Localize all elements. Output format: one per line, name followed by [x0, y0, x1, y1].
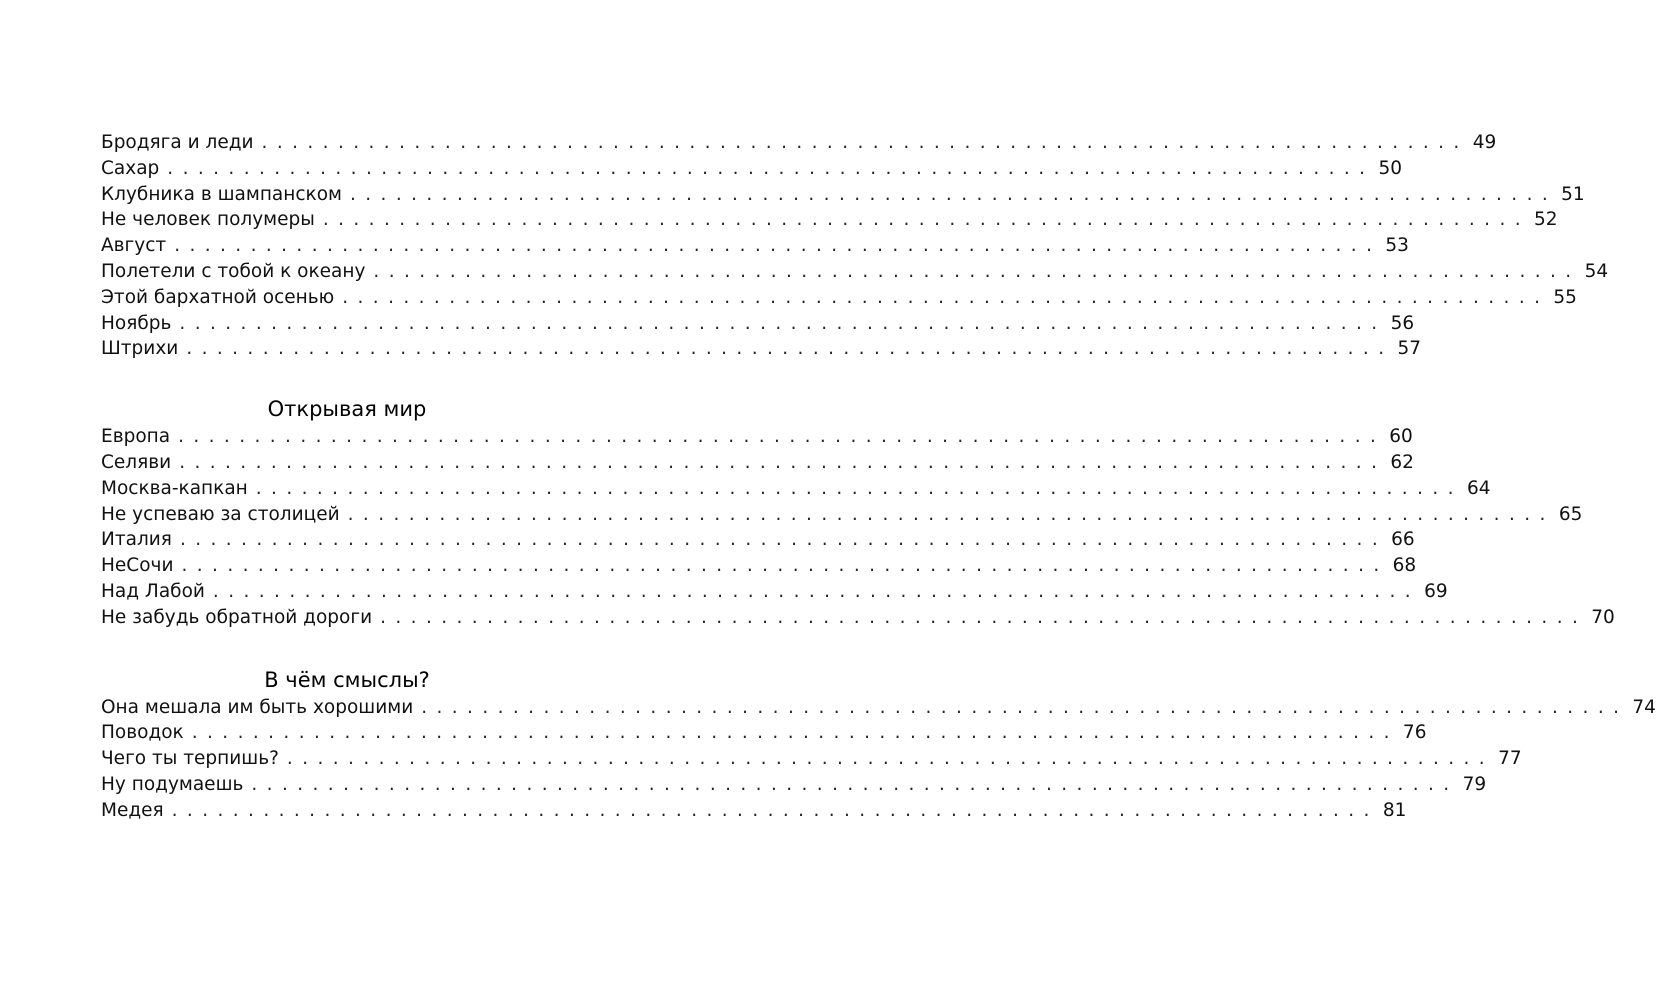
- page-number: 64: [1466, 477, 1491, 499]
- dot-leader: ...............................................................................: [286, 748, 1495, 770]
- entry-title: Август: [101, 235, 167, 257]
- entry-title: Штрихи: [101, 338, 179, 360]
- toc-entry: [101, 579, 1448, 605]
- page-number: 55: [1553, 286, 1577, 308]
- page-number: 49: [1472, 132, 1497, 153]
- dot-leader: ...............................................................................: [373, 260, 1581, 282]
- page-number: 51: [1561, 183, 1585, 205]
- dot-leader: ...............................................................................: [261, 132, 1469, 153]
- entry-title: Бродяга и леди: [101, 132, 254, 153]
- toc-entry: [101, 450, 1414, 476]
- page-number: 65: [1558, 503, 1583, 525]
- entry-title: Медея: [101, 799, 164, 821]
- dot-leader: ...............................................................................: [179, 451, 1387, 473]
- section-heading: Открывая мир: [267, 397, 427, 422]
- dot-leader: ...............................................................................: [251, 773, 1459, 795]
- page-number: 50: [1378, 157, 1403, 179]
- page-number: 57: [1397, 338, 1422, 360]
- entry-title: Ну подумаешь: [101, 773, 244, 795]
- toc-entry: [101, 130, 1497, 156]
- page-number: 76: [1402, 722, 1427, 744]
- toc-entry: [101, 720, 1427, 746]
- toc-section-2: [101, 394, 1615, 630]
- dot-leader: ...............................................................................: [181, 555, 1389, 577]
- toc-entry: [101, 311, 1415, 337]
- dot-leader: ...............................................................................: [186, 338, 1394, 360]
- entry-title: Над Лабой: [101, 580, 205, 602]
- entry-title: Не человек полумеры: [101, 209, 315, 231]
- toc-entry: [101, 207, 1558, 233]
- dot-leader: ...............................................................................: [171, 799, 1379, 821]
- page-number: 69: [1424, 580, 1448, 602]
- toc-entry: [101, 605, 1615, 631]
- page-number: 66: [1391, 529, 1415, 551]
- page-number: 60: [1389, 426, 1413, 448]
- toc-section-1: [101, 130, 1609, 362]
- dot-leader: ...............................................................................: [179, 529, 1388, 551]
- dot-leader: ...............................................................................: [212, 580, 1421, 602]
- dot-leader: ...............................................................................: [191, 722, 1399, 744]
- page-number: 62: [1390, 451, 1414, 473]
- toc-entry: [101, 772, 1487, 798]
- toc-entry: [101, 798, 1407, 824]
- entry-title: Сахар: [101, 157, 160, 179]
- toc-entry: [101, 746, 1522, 772]
- entry-title: Не успеваю за столицей: [101, 503, 340, 525]
- page-number: 68: [1392, 555, 1417, 577]
- page-number: 52: [1534, 209, 1558, 231]
- page-number: 79: [1462, 773, 1487, 795]
- entry-title: Москва-капкан: [101, 477, 248, 499]
- dot-leader: ...............................................................................: [167, 157, 1375, 179]
- toc-entry: [101, 695, 1656, 721]
- toc-entry: [101, 336, 1422, 362]
- entry-title: Чего ты терпишь?: [101, 748, 279, 770]
- entry-title: Поводок: [101, 722, 184, 744]
- dot-leader: ...............................................................................: [179, 312, 1387, 334]
- toc-section-3: [101, 665, 1656, 824]
- toc-entry: [101, 553, 1417, 579]
- toc-entry: [101, 476, 1491, 502]
- section-gap: [101, 362, 569, 394]
- section-heading: В чём смыслы?: [264, 667, 430, 692]
- page-number: 53: [1385, 235, 1409, 257]
- toc-entry: [101, 502, 1583, 528]
- dot-leader: ...............................................................................: [421, 696, 1629, 718]
- dot-leader: ...............................................................................: [380, 606, 1588, 628]
- dot-leader: ...............................................................................: [178, 426, 1386, 448]
- page-number: 54: [1584, 260, 1609, 282]
- section-gap: [101, 631, 569, 665]
- toc-entry: [101, 285, 1577, 311]
- toc-entry: [101, 259, 1609, 285]
- page-number: 70: [1591, 606, 1615, 628]
- dot-leader: ...............................................................................: [255, 477, 1463, 499]
- entry-title: Селяви: [101, 451, 172, 473]
- entry-title: Этой бархатной осенью: [101, 286, 335, 308]
- toc-entry: [101, 233, 1409, 259]
- entry-title: Ноябрь: [101, 312, 172, 334]
- dot-leader: ...............................................................................: [347, 503, 1555, 525]
- entry-title: Италия: [101, 529, 172, 551]
- entry-title: Европа: [101, 426, 171, 448]
- entry-title: Клубника в шампанском: [101, 183, 342, 205]
- entry-title: Она мешала им быть хорошими: [101, 696, 414, 718]
- toc-entry: [101, 156, 1403, 182]
- entry-title: Полетели с тобой к океану: [101, 260, 366, 282]
- toc-entry: [101, 424, 1413, 450]
- toc-entry: [101, 182, 1585, 208]
- page-number: 56: [1390, 312, 1415, 334]
- table-of-contents: [101, 130, 1656, 824]
- toc-entry: [101, 527, 1415, 553]
- entry-title: Не забудь обратной дороги: [101, 606, 373, 628]
- dot-leader: ...............................................................................: [322, 209, 1531, 231]
- page-number: 81: [1382, 799, 1407, 821]
- entry-title: НеСочи: [101, 555, 174, 577]
- dot-leader: ...............................................................................: [349, 183, 1558, 205]
- page-number: 77: [1498, 748, 1522, 770]
- dot-leader: ...............................................................................: [174, 235, 1382, 257]
- page-number: 74: [1632, 696, 1656, 718]
- dot-leader: ...............................................................................: [342, 286, 1550, 308]
